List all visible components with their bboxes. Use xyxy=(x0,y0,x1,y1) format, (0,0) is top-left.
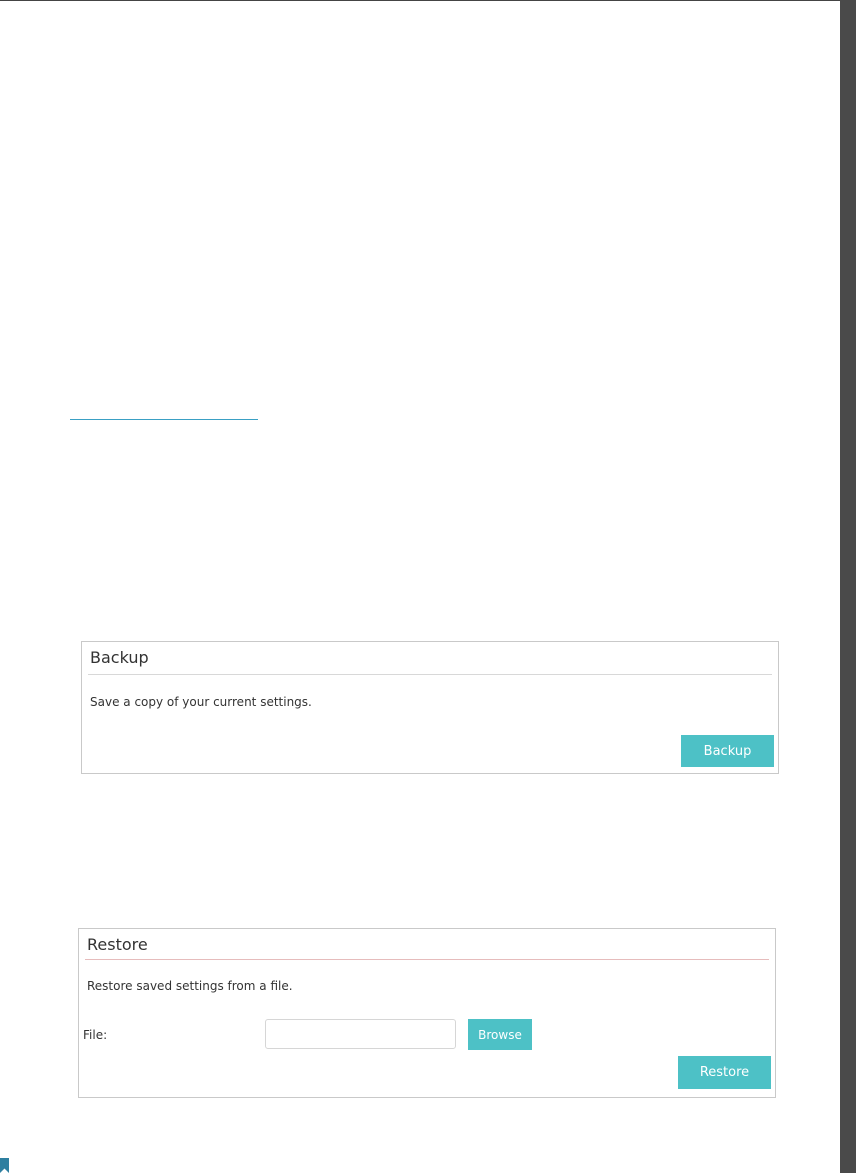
file-input[interactable] xyxy=(265,1019,456,1049)
backup-button[interactable]: Backup xyxy=(681,735,774,767)
file-label: File: xyxy=(83,1028,108,1042)
bookmark-icon[interactable] xyxy=(0,1158,9,1173)
backup-description: Save a copy of your current settings. xyxy=(90,695,312,709)
browse-button[interactable]: Browse xyxy=(468,1019,532,1050)
restore-button[interactable]: Restore xyxy=(678,1056,771,1089)
restore-description: Restore saved settings from a file. xyxy=(87,979,293,993)
hyperlink-underline[interactable] xyxy=(70,419,258,420)
backup-panel xyxy=(81,641,779,774)
restore-title-divider xyxy=(85,959,769,960)
page-edge-bar xyxy=(840,0,856,1173)
backup-title-divider xyxy=(88,674,772,675)
restore-panel xyxy=(78,928,776,1098)
top-divider xyxy=(0,0,856,1)
restore-title: Restore xyxy=(87,935,148,954)
backup-title: Backup xyxy=(90,648,149,667)
